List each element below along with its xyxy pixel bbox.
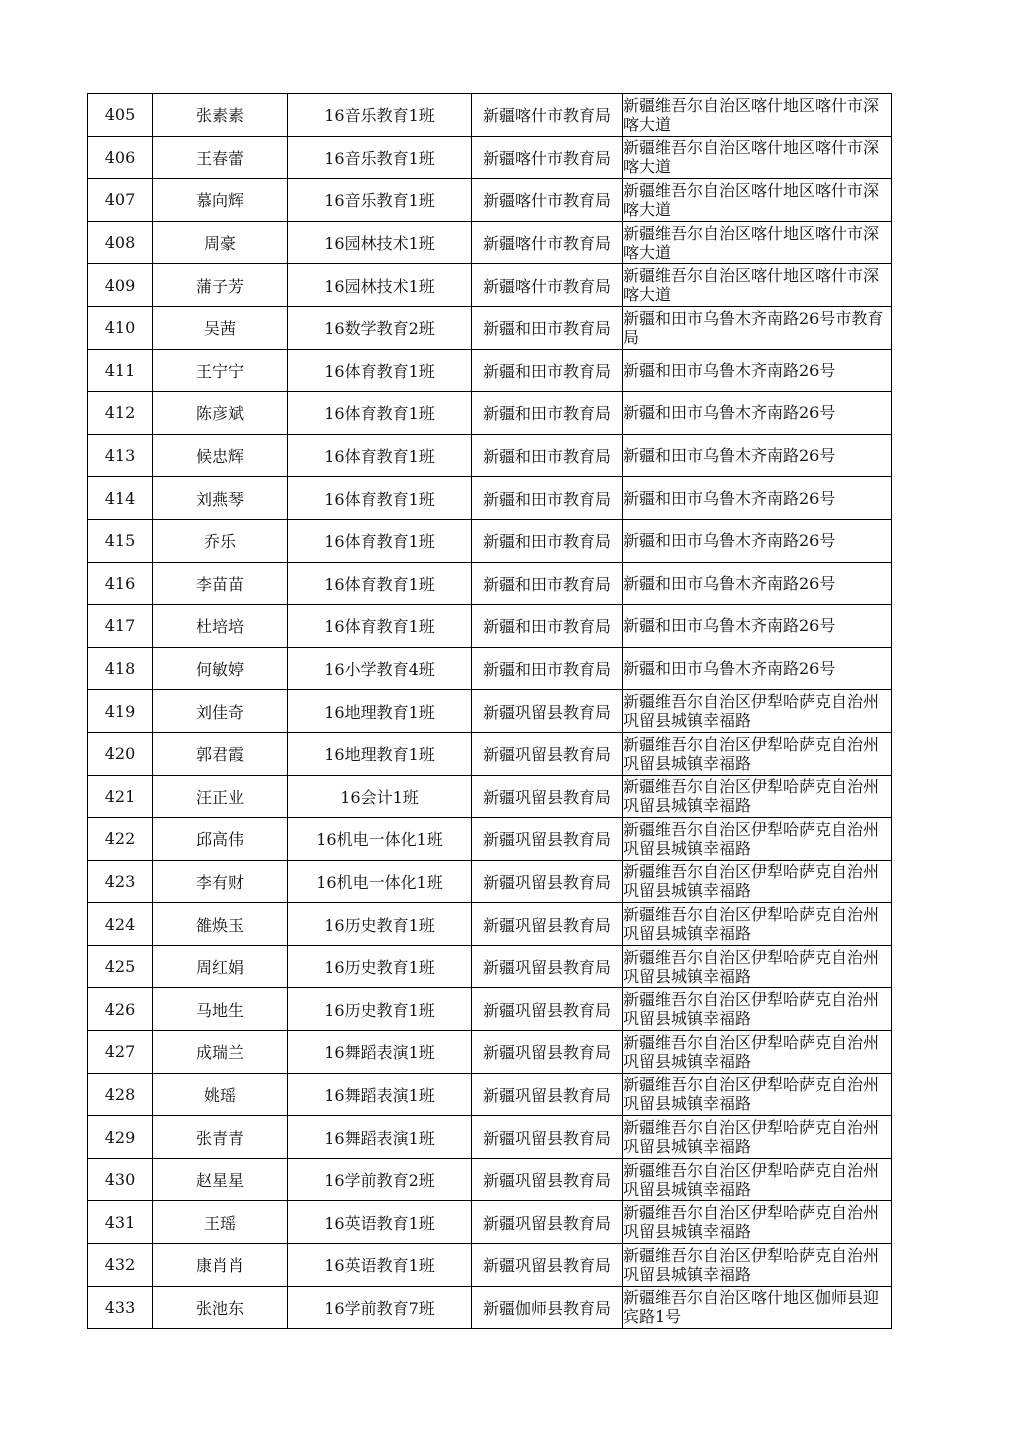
unit-cell: 新疆和田市教育局 bbox=[472, 605, 623, 648]
class-cell: 16体育教育1班 bbox=[288, 519, 472, 562]
row-number-cell: 421 bbox=[88, 775, 153, 818]
row-number-cell: 423 bbox=[88, 860, 153, 903]
address-cell: 新疆维吾尔自治区喀什地区喀什市深喀大道 bbox=[623, 94, 892, 137]
table-row bbox=[88, 1158, 892, 1201]
unit-cell: 新疆和田市教育局 bbox=[472, 519, 623, 562]
address-cell: 新疆和田市乌鲁木齐南路26号市教育局 bbox=[623, 306, 892, 349]
address-cell: 新疆和田市乌鲁木齐南路26号 bbox=[623, 392, 892, 435]
row-number-cell: 420 bbox=[88, 732, 153, 775]
roster-table bbox=[87, 93, 892, 1329]
name-cell: 乔乐 bbox=[153, 519, 288, 562]
class-cell: 16舞蹈表演1班 bbox=[288, 1031, 472, 1074]
unit-cell: 新疆巩留县教育局 bbox=[472, 1116, 623, 1159]
unit-cell: 新疆和田市教育局 bbox=[472, 477, 623, 520]
unit-cell: 新疆和田市教育局 bbox=[472, 562, 623, 605]
unit-cell: 新疆巩留县教育局 bbox=[472, 1244, 623, 1287]
table-row bbox=[88, 94, 892, 137]
address-cell: 新疆维吾尔自治区伊犁哈萨克自治州巩留县城镇幸福路 bbox=[623, 732, 892, 775]
unit-cell: 新疆巩留县教育局 bbox=[472, 1073, 623, 1116]
name-cell: 杜培培 bbox=[153, 605, 288, 648]
address-cell: 新疆维吾尔自治区伊犁哈萨克自治州巩留县城镇幸福路 bbox=[623, 1244, 892, 1287]
unit-cell: 新疆巩留县教育局 bbox=[472, 775, 623, 818]
name-cell: 王瑶 bbox=[153, 1201, 288, 1244]
table-row bbox=[88, 562, 892, 605]
class-cell: 16体育教育1班 bbox=[288, 434, 472, 477]
address-cell: 新疆维吾尔自治区伊犁哈萨克自治州巩留县城镇幸福路 bbox=[623, 775, 892, 818]
row-number-cell: 413 bbox=[88, 434, 153, 477]
address-cell: 新疆维吾尔自治区伊犁哈萨克自治州巩留县城镇幸福路 bbox=[623, 1201, 892, 1244]
unit-cell: 新疆和田市教育局 bbox=[472, 306, 623, 349]
class-cell: 16园林技术1班 bbox=[288, 264, 472, 307]
row-number-cell: 419 bbox=[88, 690, 153, 733]
row-number-cell: 428 bbox=[88, 1073, 153, 1116]
unit-cell: 新疆巩留县教育局 bbox=[472, 732, 623, 775]
address-cell: 新疆和田市乌鲁木齐南路26号 bbox=[623, 605, 892, 648]
row-number-cell: 432 bbox=[88, 1244, 153, 1287]
table-row bbox=[88, 306, 892, 349]
class-cell: 16舞蹈表演1班 bbox=[288, 1073, 472, 1116]
address-cell: 新疆和田市乌鲁木齐南路26号 bbox=[623, 562, 892, 605]
name-cell: 雒焕玉 bbox=[153, 903, 288, 946]
unit-cell: 新疆巩留县教育局 bbox=[472, 690, 623, 733]
class-cell: 16学前教育2班 bbox=[288, 1158, 472, 1201]
address-cell: 新疆维吾尔自治区伊犁哈萨克自治州巩留县城镇幸福路 bbox=[623, 903, 892, 946]
class-cell: 16音乐教育1班 bbox=[288, 179, 472, 222]
name-cell: 刘佳奇 bbox=[153, 690, 288, 733]
row-number-cell: 430 bbox=[88, 1158, 153, 1201]
class-cell: 16机电一体化1班 bbox=[288, 860, 472, 903]
table-row bbox=[88, 1201, 892, 1244]
address-cell: 新疆维吾尔自治区喀什地区伽师县迎宾路1号 bbox=[623, 1286, 892, 1329]
row-number-cell: 424 bbox=[88, 903, 153, 946]
class-cell: 16学前教育7班 bbox=[288, 1286, 472, 1329]
table-row bbox=[88, 519, 892, 562]
row-number-cell: 408 bbox=[88, 221, 153, 264]
unit-cell: 新疆巩留县教育局 bbox=[472, 988, 623, 1031]
name-cell: 吴茜 bbox=[153, 306, 288, 349]
address-cell: 新疆和田市乌鲁木齐南路26号 bbox=[623, 434, 892, 477]
row-number-cell: 405 bbox=[88, 94, 153, 137]
unit-cell: 新疆喀什市教育局 bbox=[472, 94, 623, 137]
class-cell: 16地理教育1班 bbox=[288, 690, 472, 733]
address-cell: 新疆和田市乌鲁木齐南路26号 bbox=[623, 647, 892, 690]
class-cell: 16小学教育4班 bbox=[288, 647, 472, 690]
class-cell: 16体育教育1班 bbox=[288, 605, 472, 648]
name-cell: 汪正业 bbox=[153, 775, 288, 818]
row-number-cell: 409 bbox=[88, 264, 153, 307]
class-cell: 16英语教育1班 bbox=[288, 1244, 472, 1287]
table-row bbox=[88, 264, 892, 307]
table-row bbox=[88, 1286, 892, 1329]
table-row bbox=[88, 775, 892, 818]
table-row bbox=[88, 179, 892, 222]
table-row bbox=[88, 221, 892, 264]
address-cell: 新疆和田市乌鲁木齐南路26号 bbox=[623, 519, 892, 562]
name-cell: 陈彦斌 bbox=[153, 392, 288, 435]
unit-cell: 新疆喀什市教育局 bbox=[472, 136, 623, 179]
row-number-cell: 429 bbox=[88, 1116, 153, 1159]
address-cell: 新疆维吾尔自治区喀什地区喀什市深喀大道 bbox=[623, 221, 892, 264]
class-cell: 16地理教育1班 bbox=[288, 732, 472, 775]
table-row bbox=[88, 349, 892, 392]
row-number-cell: 407 bbox=[88, 179, 153, 222]
address-cell: 新疆维吾尔自治区伊犁哈萨克自治州巩留县城镇幸福路 bbox=[623, 860, 892, 903]
address-cell: 新疆维吾尔自治区伊犁哈萨克自治州巩留县城镇幸福路 bbox=[623, 988, 892, 1031]
name-cell: 慕向辉 bbox=[153, 179, 288, 222]
unit-cell: 新疆和田市教育局 bbox=[472, 349, 623, 392]
unit-cell: 新疆喀什市教育局 bbox=[472, 264, 623, 307]
address-cell: 新疆维吾尔自治区喀什地区喀什市深喀大道 bbox=[623, 264, 892, 307]
table-row bbox=[88, 903, 892, 946]
table-row bbox=[88, 1116, 892, 1159]
name-cell: 赵星星 bbox=[153, 1158, 288, 1201]
name-cell: 姚瑶 bbox=[153, 1073, 288, 1116]
name-cell: 郭君霞 bbox=[153, 732, 288, 775]
table-row bbox=[88, 1031, 892, 1074]
address-cell: 新疆维吾尔自治区伊犁哈萨克自治州巩留县城镇幸福路 bbox=[623, 1158, 892, 1201]
address-cell: 新疆维吾尔自治区喀什地区喀什市深喀大道 bbox=[623, 136, 892, 179]
class-cell: 16音乐教育1班 bbox=[288, 136, 472, 179]
unit-cell: 新疆巩留县教育局 bbox=[472, 818, 623, 861]
class-cell: 16机电一体化1班 bbox=[288, 818, 472, 861]
address-cell: 新疆维吾尔自治区喀什地区喀什市深喀大道 bbox=[623, 179, 892, 222]
name-cell: 张池东 bbox=[153, 1286, 288, 1329]
row-number-cell: 427 bbox=[88, 1031, 153, 1074]
class-cell: 16园林技术1班 bbox=[288, 221, 472, 264]
address-cell: 新疆维吾尔自治区伊犁哈萨克自治州巩留县城镇幸福路 bbox=[623, 1031, 892, 1074]
class-cell: 16体育教育1班 bbox=[288, 562, 472, 605]
class-cell: 16会计1班 bbox=[288, 775, 472, 818]
class-cell: 16体育教育1班 bbox=[288, 349, 472, 392]
table-row bbox=[88, 1244, 892, 1287]
unit-cell: 新疆和田市教育局 bbox=[472, 392, 623, 435]
table-row bbox=[88, 818, 892, 861]
address-cell: 新疆维吾尔自治区伊犁哈萨克自治州巩留县城镇幸福路 bbox=[623, 1116, 892, 1159]
unit-cell: 新疆巩留县教育局 bbox=[472, 1158, 623, 1201]
table-row bbox=[88, 136, 892, 179]
address-cell: 新疆维吾尔自治区伊犁哈萨克自治州巩留县城镇幸福路 bbox=[623, 690, 892, 733]
row-number-cell: 416 bbox=[88, 562, 153, 605]
address-cell: 新疆维吾尔自治区伊犁哈萨克自治州巩留县城镇幸福路 bbox=[623, 945, 892, 988]
unit-cell: 新疆喀什市教育局 bbox=[472, 221, 623, 264]
name-cell: 刘燕琴 bbox=[153, 477, 288, 520]
table-row bbox=[88, 647, 892, 690]
name-cell: 周豪 bbox=[153, 221, 288, 264]
table-row bbox=[88, 860, 892, 903]
name-cell: 王春蕾 bbox=[153, 136, 288, 179]
unit-cell: 新疆喀什市教育局 bbox=[472, 179, 623, 222]
name-cell: 李苗苗 bbox=[153, 562, 288, 605]
name-cell: 马地生 bbox=[153, 988, 288, 1031]
name-cell: 何敏婷 bbox=[153, 647, 288, 690]
row-number-cell: 418 bbox=[88, 647, 153, 690]
class-cell: 16英语教育1班 bbox=[288, 1201, 472, 1244]
table-row bbox=[88, 477, 892, 520]
name-cell: 邱高伟 bbox=[153, 818, 288, 861]
row-number-cell: 415 bbox=[88, 519, 153, 562]
roster-body bbox=[88, 94, 892, 1329]
class-cell: 16舞蹈表演1班 bbox=[288, 1116, 472, 1159]
table-row bbox=[88, 1073, 892, 1116]
row-number-cell: 412 bbox=[88, 392, 153, 435]
row-number-cell: 425 bbox=[88, 945, 153, 988]
unit-cell: 新疆伽师县教育局 bbox=[472, 1286, 623, 1329]
name-cell: 张素素 bbox=[153, 94, 288, 137]
class-cell: 16历史教育1班 bbox=[288, 903, 472, 946]
row-number-cell: 410 bbox=[88, 306, 153, 349]
table-row bbox=[88, 605, 892, 648]
class-cell: 16历史教育1班 bbox=[288, 945, 472, 988]
table-row bbox=[88, 392, 892, 435]
row-number-cell: 422 bbox=[88, 818, 153, 861]
address-cell: 新疆维吾尔自治区伊犁哈萨克自治州巩留县城镇幸福路 bbox=[623, 1073, 892, 1116]
table-row bbox=[88, 434, 892, 477]
row-number-cell: 417 bbox=[88, 605, 153, 648]
table-row bbox=[88, 988, 892, 1031]
name-cell: 候忠辉 bbox=[153, 434, 288, 477]
class-cell: 16音乐教育1班 bbox=[288, 94, 472, 137]
table-row bbox=[88, 732, 892, 775]
unit-cell: 新疆巩留县教育局 bbox=[472, 1031, 623, 1074]
unit-cell: 新疆巩留县教育局 bbox=[472, 903, 623, 946]
unit-cell: 新疆和田市教育局 bbox=[472, 647, 623, 690]
name-cell: 李有财 bbox=[153, 860, 288, 903]
name-cell: 康肖肖 bbox=[153, 1244, 288, 1287]
row-number-cell: 433 bbox=[88, 1286, 153, 1329]
row-number-cell: 426 bbox=[88, 988, 153, 1031]
class-cell: 16体育教育1班 bbox=[288, 477, 472, 520]
unit-cell: 新疆巩留县教育局 bbox=[472, 860, 623, 903]
class-cell: 16数学教育2班 bbox=[288, 306, 472, 349]
name-cell: 王宁宁 bbox=[153, 349, 288, 392]
row-number-cell: 414 bbox=[88, 477, 153, 520]
class-cell: 16历史教育1班 bbox=[288, 988, 472, 1031]
unit-cell: 新疆和田市教育局 bbox=[472, 434, 623, 477]
address-cell: 新疆和田市乌鲁木齐南路26号 bbox=[623, 477, 892, 520]
row-number-cell: 431 bbox=[88, 1201, 153, 1244]
table-row bbox=[88, 690, 892, 733]
class-cell: 16体育教育1班 bbox=[288, 392, 472, 435]
name-cell: 周红娟 bbox=[153, 945, 288, 988]
address-cell: 新疆和田市乌鲁木齐南路26号 bbox=[623, 349, 892, 392]
name-cell: 成瑞兰 bbox=[153, 1031, 288, 1074]
row-number-cell: 406 bbox=[88, 136, 153, 179]
name-cell: 张青青 bbox=[153, 1116, 288, 1159]
unit-cell: 新疆巩留县教育局 bbox=[472, 945, 623, 988]
row-number-cell: 411 bbox=[88, 349, 153, 392]
unit-cell: 新疆巩留县教育局 bbox=[472, 1201, 623, 1244]
name-cell: 蒲子芳 bbox=[153, 264, 288, 307]
table-row bbox=[88, 945, 892, 988]
address-cell: 新疆维吾尔自治区伊犁哈萨克自治州巩留县城镇幸福路 bbox=[623, 818, 892, 861]
